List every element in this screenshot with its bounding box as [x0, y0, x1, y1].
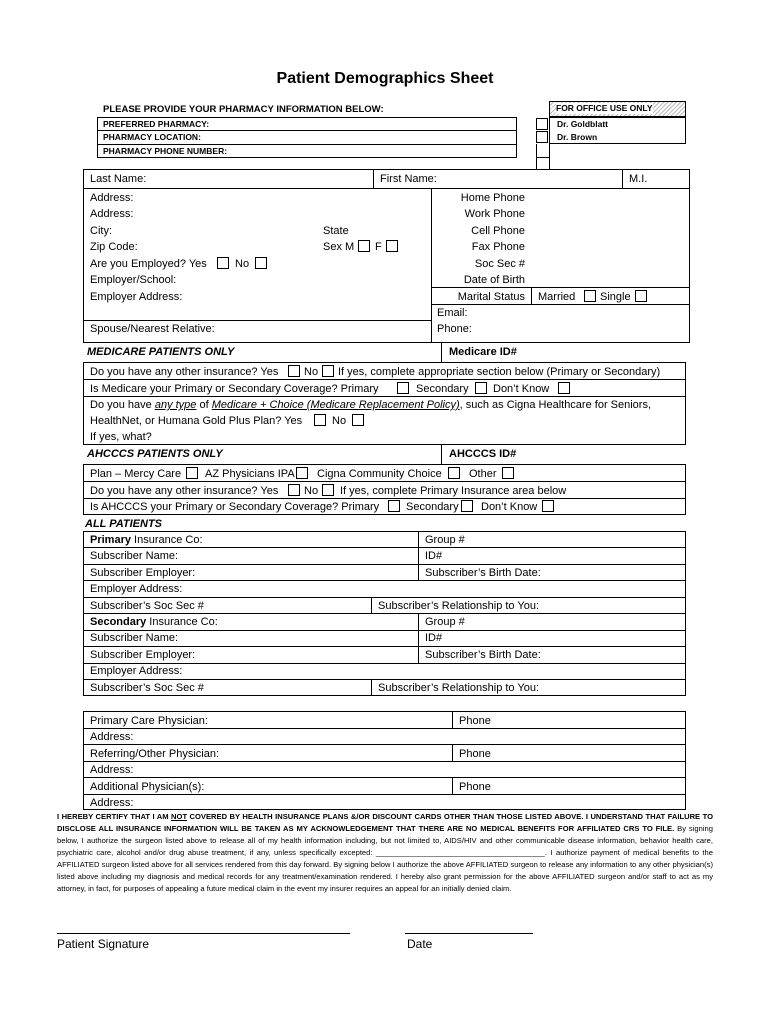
medicare-q1-tail: If yes, complete appropriate section below (Primary or Secondary) — [338, 366, 661, 378]
cigna-checkbox[interactable] — [448, 467, 460, 479]
office-checkbox-2[interactable] — [536, 131, 548, 143]
medicare-other-no-checkbox[interactable] — [322, 365, 334, 377]
ahcccs-q1-tail: If yes, complete Primary Insurance area below — [340, 485, 567, 497]
personal-info-box — [83, 169, 690, 343]
secondary-subscriber-ssn-field[interactable]: Subscriber’s Soc Sec # — [90, 682, 204, 694]
primary-subscriber-ssn-field[interactable]: Subscriber’s Soc Sec # — [90, 600, 204, 612]
ahcccs-secondary-checkbox[interactable] — [461, 500, 473, 512]
medicare-primary-checkbox[interactable] — [397, 382, 409, 394]
referring-address-field[interactable]: Address: — [90, 764, 134, 776]
ahcccs-secondary-label: Secondary — [406, 501, 459, 513]
soc-sec-field[interactable]: Soc Sec # — [474, 258, 525, 270]
single-checkbox[interactable] — [635, 290, 647, 302]
sex-f-label: F — [375, 241, 382, 253]
secondary-subscriber-employer-field[interactable]: Subscriber Employer: — [90, 649, 196, 661]
single-label: Single — [600, 291, 631, 303]
pcp-field[interactable]: Primary Care Physician: — [90, 715, 208, 727]
employer-school-field[interactable]: Employer/School: — [90, 274, 177, 286]
spouse-field[interactable]: Spouse/Nearest Relative: — [90, 323, 215, 335]
medicare-dontknow-checkbox[interactable] — [558, 382, 570, 394]
office-doctor-2: Dr. Brown — [557, 132, 598, 142]
date-line[interactable] — [405, 933, 533, 934]
address-field-2[interactable]: Address: — [90, 208, 134, 220]
all-patients-heading: ALL PATIENTS — [85, 518, 162, 530]
last-name-field[interactable]: Last Name: — [90, 173, 147, 185]
medicare-heading: MEDICARE PATIENTS ONLY — [87, 346, 235, 358]
pharmacy-heading: PLEASE PROVIDE YOUR PHARMACY INFORMATION BELOW: — [103, 104, 384, 115]
employed-no-checkbox[interactable] — [255, 257, 267, 269]
additional-phone-field[interactable]: Phone — [459, 781, 491, 793]
zip-field[interactable]: Zip Code: — [90, 241, 138, 253]
additional-physician-field[interactable]: Additional Physician(s): — [90, 781, 205, 793]
referring-physician-field[interactable]: Referring/Other Physician: — [90, 748, 219, 760]
employed-no-label: No — [235, 258, 250, 270]
mi-field[interactable]: M.I. — [629, 173, 648, 185]
medicare-if-yes-field[interactable]: If yes, what? — [90, 431, 152, 443]
medicare-q3-line1: Do you have any type of Medicare + Choice (Medicare Replacement Policy), such as Cigna Healthcare for Seniors, — [90, 399, 652, 411]
pharmacy-phone-field[interactable]: PHARMACY PHONE NUMBER: — [103, 146, 228, 156]
secondary-relationship-field[interactable]: Subscriber’s Relationship to You: — [378, 682, 540, 694]
ahcccs-plan-label: Plan – Mercy Care — [90, 468, 182, 480]
ahcccs-other-yes-checkbox[interactable] — [288, 484, 300, 496]
ahcccs-primary-checkbox[interactable] — [388, 500, 400, 512]
employed-label: Are you Employed? Yes — [90, 258, 207, 270]
primary-insurance-co-field[interactable]: Primary Insurance Co: — [90, 534, 203, 546]
mercy-care-checkbox[interactable] — [186, 467, 198, 479]
primary-subscriber-dob-field[interactable]: Subscriber’s Birth Date: — [425, 567, 541, 579]
ahcccs-heading: AHCCCS PATIENTS ONLY — [87, 448, 223, 460]
primary-subscriber-employer-field[interactable]: Subscriber Employer: — [90, 567, 196, 579]
primary-group-field[interactable]: Group # — [425, 534, 465, 546]
medicare-other-yes-checkbox[interactable] — [288, 365, 300, 377]
patient-signature-line[interactable] — [57, 933, 350, 934]
medicare-dontknow-label: Don’t Know — [493, 383, 550, 395]
medicare-choice-yes-checkbox[interactable] — [314, 414, 326, 426]
marital-status-label: Marital Status — [457, 291, 525, 303]
medicare-q2-label: Is Medicare your Primary or Secondary Coverage? Primary — [90, 383, 379, 395]
primary-subscriber-name-field[interactable]: Subscriber Name: — [90, 550, 179, 562]
medicare-q3-no-label: No — [332, 415, 347, 427]
cell-phone-field[interactable]: Cell Phone — [471, 225, 525, 237]
first-name-field[interactable]: First Name: — [380, 173, 437, 185]
employed-yes-checkbox[interactable] — [217, 257, 229, 269]
az-ipa-checkbox[interactable] — [296, 467, 308, 479]
medicare-secondary-label: Secondary — [416, 383, 469, 395]
secondary-subscriber-name-field[interactable]: Subscriber Name: — [90, 632, 179, 644]
date-label: Date — [407, 937, 433, 951]
city-field[interactable]: City: — [90, 225, 112, 237]
email-field[interactable]: Email: — [437, 307, 468, 319]
work-phone-field[interactable]: Work Phone — [464, 208, 525, 220]
ahcccs-id-field[interactable]: AHCCCS ID# — [449, 448, 517, 460]
secondary-id-field[interactable]: ID# — [425, 632, 443, 644]
sex-m-checkbox[interactable] — [358, 240, 370, 252]
secondary-subscriber-dob-field[interactable]: Subscriber’s Birth Date: — [425, 649, 541, 661]
office-use-heading: FOR OFFICE USE ONLY — [556, 103, 653, 113]
medicare-id-field[interactable]: Medicare ID# — [449, 346, 517, 358]
secondary-employer-address-field[interactable]: Employer Address: — [90, 665, 183, 677]
pcp-address-field[interactable]: Address: — [90, 731, 134, 743]
primary-relationship-field[interactable]: Subscriber’s Relationship to You: — [378, 600, 540, 612]
page-title: Patient Demographics Sheet — [276, 70, 494, 87]
medicare-choice-no-checkbox[interactable] — [352, 414, 364, 426]
pcp-phone-field[interactable]: Phone — [459, 715, 491, 727]
secondary-group-field[interactable]: Group # — [425, 616, 465, 628]
married-label: Married — [538, 291, 576, 303]
cigna-label: Cigna Community Choice — [317, 468, 442, 480]
other-checkbox[interactable] — [502, 467, 514, 479]
married-checkbox[interactable] — [584, 290, 596, 302]
ahcccs-dontknow-checkbox[interactable] — [542, 500, 554, 512]
state-field[interactable]: State — [323, 225, 349, 237]
ahcccs-q1-label: Do you have any other insurance? Yes — [90, 485, 279, 497]
ahcccs-dontknow-label: Don’t Know — [481, 501, 538, 513]
certification-text: I HEREBY CERTIFY THAT I AM NOT COVERED BY HEALTH INSURANCE PLANS &/OR DISCOUNT CARDS OTHER THAN THOSE LISTED ABOVE. I UNDERSTAND THAT FAILURE TO DISCLOSE ALL INSURANCE INFORMATION WILL BE TAKEN AS MY ACKNOWLEDGEMENT THAT THERE ARE NO MEDICAL BENEFITS FOR AFFILIATED CRS TO FILE. By signing below, I authorize the surgeon listed above to release all of my health information including, but not limited to, AIDS/HIV and other communicable disease information, behavior health care, psychiatric care, alcohol and/or drug abuse treatment, if any, unless specifically excepted: ________________________________________. I authorize payment of medical benefits to the AFFILIATED surgeon listed above for all services rendered from this day forward. By signing below I authorize the above AFFILIATED surgeon to release any information to any other physician(s) listed above including my diagnosis and medical records for any treatment/examination rendered. I hereby also grant permission for the above AFFILIATED surgeon and/or staff to act as my attorney, in fact, for purposes of appealing a future medical claim in the event my insurer requires an appeal for an initially denied claim. — [57, 812, 713, 893]
employer-address-field[interactable]: Employer Address: — [90, 291, 183, 303]
phone-field[interactable]: Phone: — [437, 323, 472, 335]
medicare-q3-line2: HealthNet, or Humana Gold Plus Plan? Yes — [90, 415, 303, 427]
preferred-pharmacy-field[interactable]: PREFERRED PHARMACY: — [103, 119, 210, 129]
patient-signature-label: Patient Signature — [57, 937, 150, 951]
secondary-insurance-co-field[interactable]: Secondary Insurance Co: — [90, 616, 218, 628]
az-ipa-label: AZ Physicians IPA — [205, 468, 295, 480]
office-doctor-1: Dr. Goldblatt — [557, 119, 608, 129]
medicare-q1-no-label: No — [304, 366, 319, 378]
referring-phone-field[interactable]: Phone — [459, 748, 491, 760]
sex-m-label: Sex M — [323, 241, 355, 253]
medicare-secondary-checkbox[interactable] — [475, 382, 487, 394]
pharmacy-location-field[interactable]: PHARMACY LOCATION: — [103, 132, 201, 142]
dob-field[interactable]: Date of Birth — [463, 274, 525, 286]
sex-f-checkbox[interactable] — [386, 240, 398, 252]
medicare-q1-label: Do you have any other insurance? Yes — [90, 366, 279, 378]
additional-address-field[interactable]: Address: — [90, 797, 134, 809]
home-phone-field[interactable]: Home Phone — [460, 192, 525, 204]
primary-employer-address-field[interactable]: Employer Address: — [90, 583, 183, 595]
address-field-1[interactable]: Address: — [90, 192, 134, 204]
ahcccs-other-no-checkbox[interactable] — [322, 484, 334, 496]
other-label: Other — [469, 468, 497, 480]
fax-phone-field[interactable]: Fax Phone — [471, 241, 525, 253]
office-checkbox-1[interactable] — [536, 118, 548, 130]
primary-id-field[interactable]: ID# — [425, 550, 443, 562]
ahcccs-q2-label: Is AHCCCS your Primary or Secondary Coverage? Primary — [90, 501, 380, 513]
ahcccs-q1-no-label: No — [304, 485, 319, 497]
